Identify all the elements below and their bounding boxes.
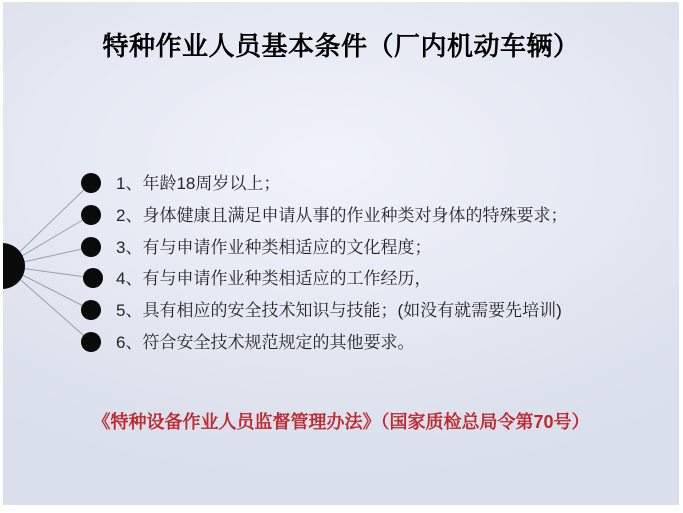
bullet-node [83, 268, 103, 288]
bullet-node [81, 332, 101, 352]
list-item: 6、符合安全技术规范规定的其他要求。 [116, 333, 415, 352]
list-item: 4、有与申请作业种类相适应的工作经历， [116, 269, 432, 288]
list-item: 1、年龄18周岁以上； [116, 174, 281, 193]
bullet-node [81, 205, 101, 225]
bullet-nodes [81, 173, 103, 352]
bullet-node [81, 237, 101, 257]
bullet-node [81, 173, 101, 193]
slide-canvas [3, 2, 679, 505]
list-item: 2、身体健康且满足申请从事的作业种类对身体的特殊要求； [116, 206, 568, 225]
regulation-reference: 《特种设备作业人员监督管理办法》（国家质检总局令第70号） [92, 412, 590, 432]
slide-title: 特种作业人员基本条件（厂内机动车辆） [102, 31, 580, 61]
list-item: 5、具有相应的安全技术知识与技能；(如没有就需要先培训) [116, 301, 562, 320]
bullet-node [81, 300, 101, 320]
list-item: 3、有与申请作业种类相适应的文化程度； [116, 238, 432, 257]
